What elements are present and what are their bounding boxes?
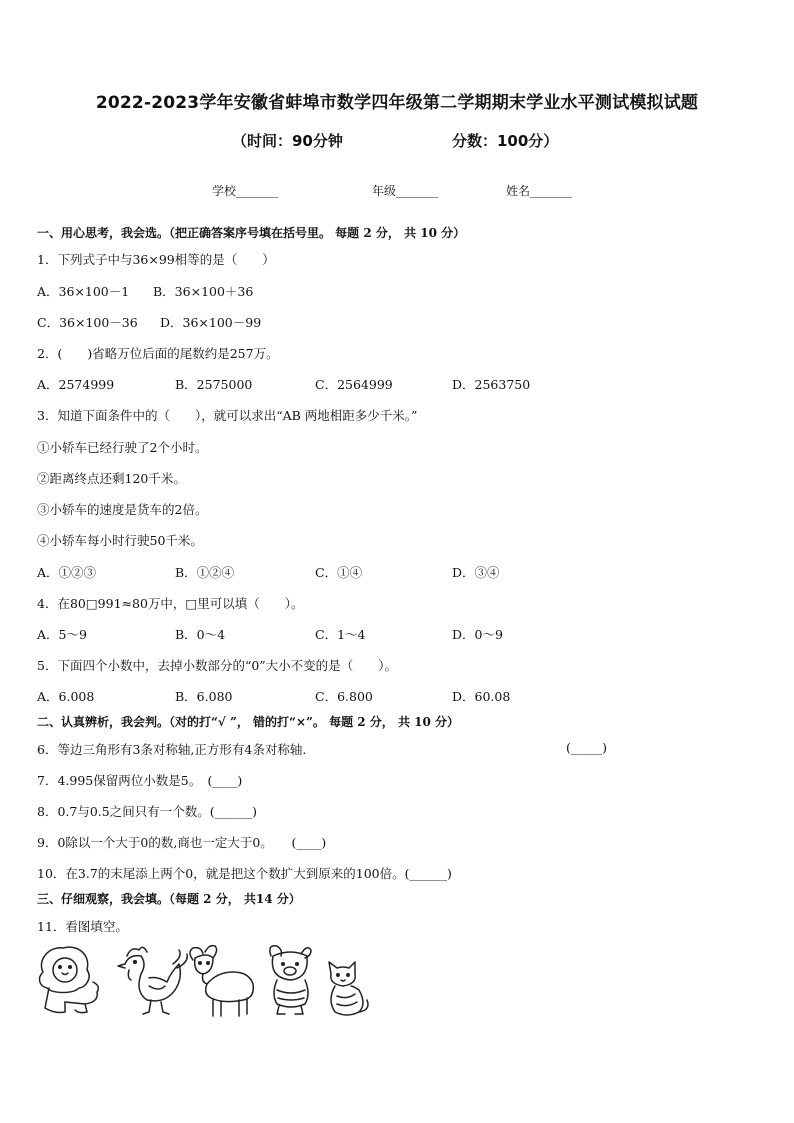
q2-option-c[interactable]: C．2564999	[315, 377, 393, 392]
q5-stem: 5．下面四个小数中，去掉小数部分的“0”大小不变的是（ ）。	[37, 658, 397, 673]
q10-stem: 10．在3.7的末尾添上两个0，就是把这个数扩大到原来的100倍。(______)	[37, 866, 452, 881]
q1-option-c[interactable]: C．36×100－36	[37, 315, 138, 330]
q6-stem: 6．等边三角形有3条对称轴,正方形有4条对称轴.	[37, 742, 307, 757]
q4-option-d[interactable]: D．0～9	[452, 627, 503, 642]
score-label: 分数：100分）	[452, 132, 559, 150]
section-1-heading: 一、用心思考，我会选。（把正确答案序号填在括号里。 每题 2 分， 共 10 分）	[37, 226, 466, 240]
page-title: 2022-2023学年安徽省蚌埠市数学四年级第二学期期末学业水平测试模拟试题	[95, 93, 699, 113]
q5-option-a[interactable]: A．6.008	[37, 689, 95, 704]
q1-stem: 1．下列式子中与36×99相等的是（ ）	[37, 252, 275, 267]
name-field[interactable]: 姓名_______	[506, 184, 573, 198]
pig-icon	[270, 946, 311, 1014]
q6-answer-blank[interactable]: (_____)	[566, 740, 608, 755]
q2-option-a[interactable]: A．2574999	[37, 377, 115, 392]
q5-option-d[interactable]: D．60.08	[452, 689, 511, 704]
section-3-heading: 三、仔细观察，我会填。（每题 2 分， 共14 分）	[37, 892, 301, 906]
q3-condition-2: ②距离终点还剩120千米。	[37, 471, 186, 486]
cat-icon	[329, 962, 368, 1015]
q3-condition-3: ③小轿车的速度是货车的2倍。	[37, 502, 208, 517]
q2-option-b[interactable]: B．2575000	[175, 377, 253, 392]
q1-option-a[interactable]: A．36×100－1	[37, 284, 130, 299]
lion-icon	[40, 947, 99, 1013]
q3-stem: 3．知道下面条件中的（ ），就可以求出“AB 两地相距多少千米。”	[37, 408, 418, 423]
q8-stem: 8．0.7与0.5之间只有一个数。(______)	[37, 804, 257, 819]
q7-stem: 7．4.995保留两位小数是5。 (____)	[37, 773, 243, 788]
q4-option-b[interactable]: B．0～4	[175, 627, 226, 642]
q2-option-d[interactable]: D．2563750	[452, 377, 531, 392]
q9-stem: 9．0除以一个大于0的数,商也一定大于0。 (____)	[37, 835, 327, 850]
time-label: （时间：90分钟	[232, 132, 343, 150]
rooster-icon	[118, 947, 187, 1014]
sheep-icon	[190, 946, 253, 1016]
q3-option-b[interactable]: B．①②④	[175, 565, 235, 580]
q11-stem: 11．看图填空。	[37, 919, 128, 934]
q4-option-a[interactable]: A．5～9	[37, 627, 87, 642]
q5-option-c[interactable]: C．6.800	[315, 689, 373, 704]
q4-stem: 4．在80□991≈80万中，□里可以填（ ）。	[37, 596, 304, 611]
q1-option-d[interactable]: D．36×100－99	[160, 315, 262, 330]
q3-condition-4: ④小轿车每小时行驶50千米。	[37, 533, 203, 548]
school-field[interactable]: 学校_______	[212, 184, 279, 198]
q3-condition-1: ①小轿车已经行驶了2个小时。	[37, 440, 208, 455]
q2-stem: 2．( )省略万位后面的尾数约是257万。	[37, 346, 279, 361]
q4-option-c[interactable]: C．1～4	[315, 627, 366, 642]
q3-option-d[interactable]: D．③④	[452, 565, 500, 580]
q3-option-a[interactable]: A．①②③	[37, 565, 97, 580]
q5-option-b[interactable]: B．6.080	[175, 689, 233, 704]
q3-option-c[interactable]: C．①④	[315, 565, 363, 580]
section-2-heading: 二、认真辨析，我会判。（对的打“√ ”， 错的打“×”。 每题 2 分， 共 10 分）	[37, 715, 460, 729]
grade-field[interactable]: 年级_______	[372, 184, 439, 198]
animals-figure	[35, 942, 375, 1022]
q1-option-b[interactable]: B．36×100＋36	[153, 284, 254, 299]
